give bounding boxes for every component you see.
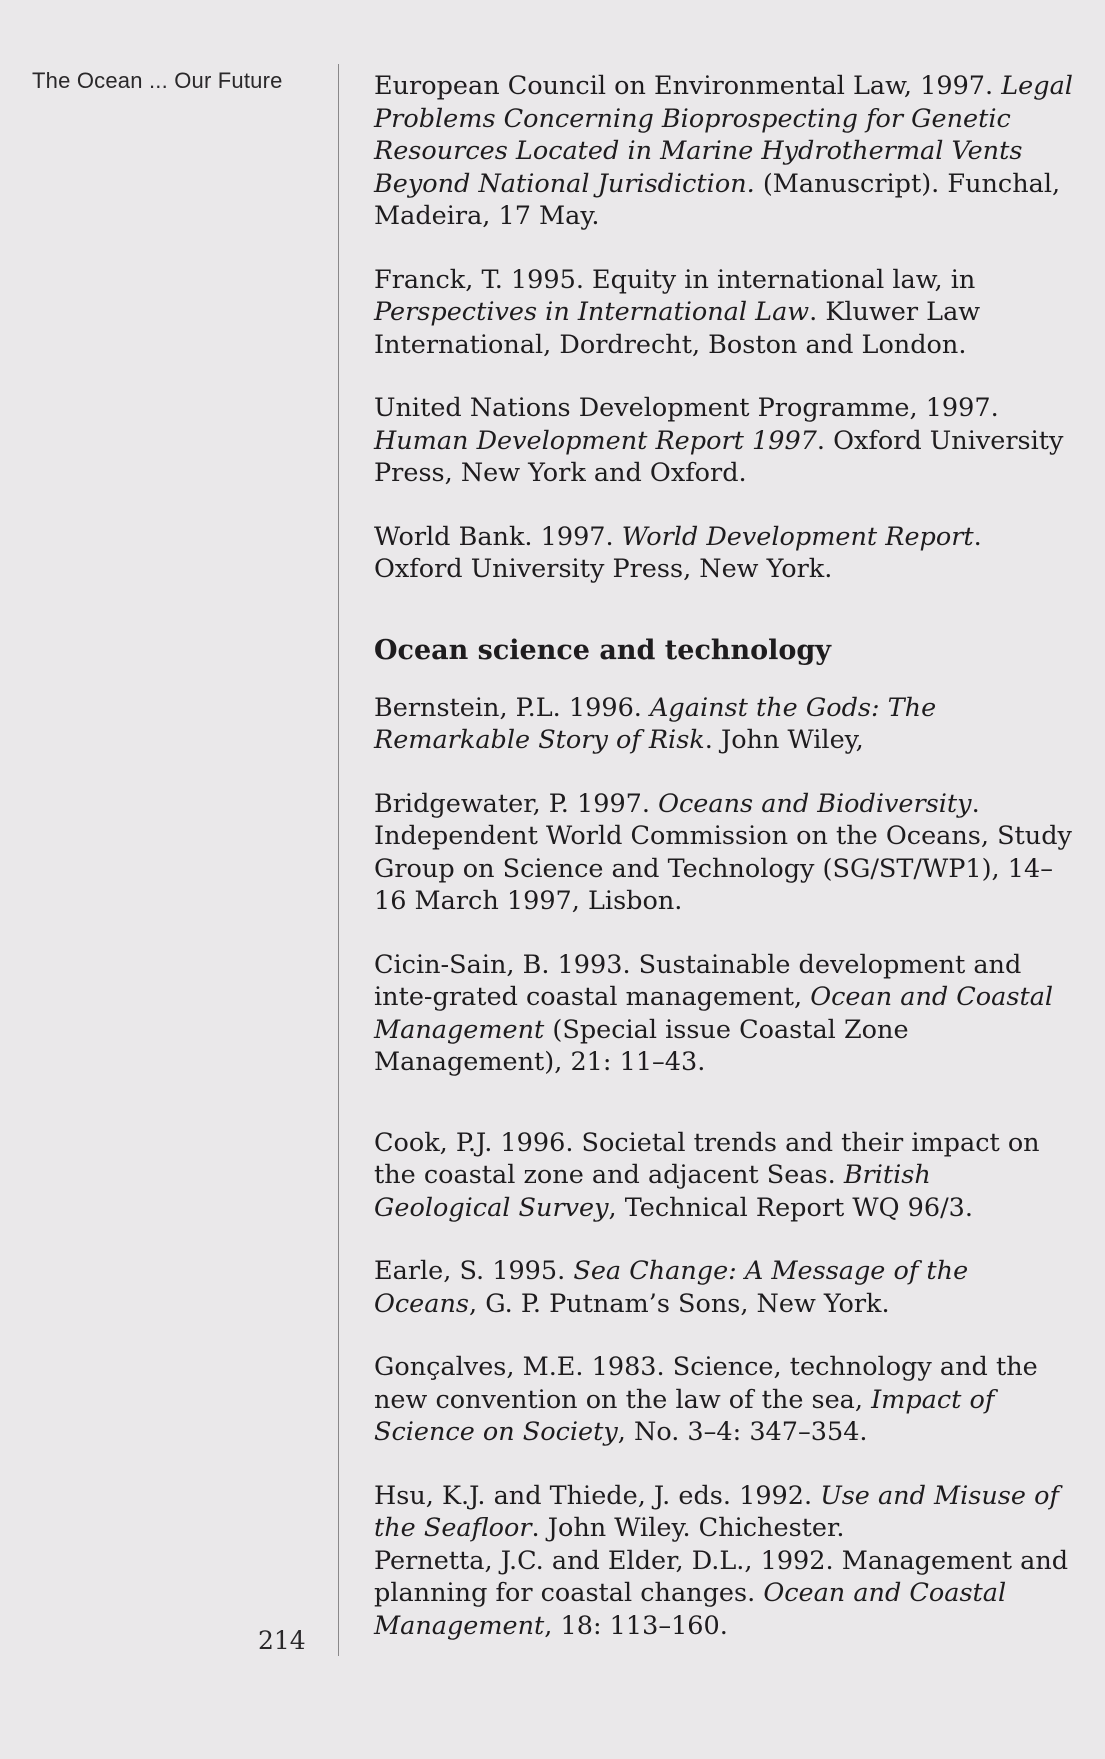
reference-authors: World Bank. 1997. [374, 521, 622, 552]
reference-authors: Hsu, K.J. and Thiede, J. eds. 1992. [374, 1480, 821, 1511]
reference-entry [374, 1127, 1074, 1225]
section-heading: Ocean science and technology [374, 634, 831, 666]
reference-authors: United Nations Development Programme, 1997. [374, 393, 999, 423]
reference-authors: Franck, T. 1995. Equity in international law, in [374, 264, 976, 295]
reference-title: Ocean and Coastal Management [374, 1578, 1007, 1641]
reference-details: (Manuscript). Funchal, Madeira, 17 May. [374, 168, 1061, 231]
reference-authors: Gonçalves, M.E. 1983. Science, technology and the new convention on the law of the sea, [374, 1352, 1038, 1415]
reference-title: Perspectives in International Law [374, 297, 810, 327]
reference-entry [374, 788, 1074, 918]
reference-title: Oceans and Biodiversity [658, 788, 972, 819]
reference-entry [374, 1255, 1074, 1320]
reference-title: Use and Misuse of the Seafloor [374, 1480, 1059, 1543]
reference-details: . Independent World Commission on the Oceans, Study Group on Science and Technology (SG/ST/WP1), 14–16 March 1997, Lisbon. [374, 788, 1072, 916]
reference-title: World Development Report [621, 521, 974, 552]
reference-details: (Special issue Coastal Zone Management), 21: 11–43. [374, 1014, 909, 1077]
column-divider [338, 64, 339, 1656]
reference-entry [374, 949, 1074, 1079]
reference-title: Legal Problems Concerning Bioprospecting for Genetic Resources Located in Marine Hydrothermal Vents Beyond National Jurisdiction. [374, 71, 1073, 199]
reference-title: Against the Gods: The Remarkable Story of Risk [374, 692, 937, 755]
reference-title: Impact of Science on Society [374, 1384, 995, 1447]
reference-details: , No. 3–4: 347–354. [617, 1417, 868, 1447]
reference-details: . Kluwer Law International, Dordrecht, Boston and London. [374, 297, 981, 360]
reference-list [374, 70, 1074, 1673]
reference-authors: Cicin-Sain, B. 1993. Sustainable development and inte-grated coastal management, [374, 949, 1022, 1012]
reference-details: . Oxford University Press, New York and Oxford. [374, 425, 1064, 488]
reference-authors: Bernstein, P.L. 1996. [374, 692, 651, 723]
page-number: 214 [258, 1626, 306, 1655]
reference-title: British Geological Survey [374, 1160, 931, 1223]
reference-entry [374, 1480, 1074, 1545]
reference-entry [374, 264, 1074, 362]
reference-entry [374, 70, 1074, 233]
references-general [374, 70, 1074, 586]
reference-authors: Bridgewater, P. 1997. [374, 788, 659, 819]
reference-entry [374, 1351, 1074, 1449]
reference-details: , 18: 113–160. [544, 1610, 728, 1641]
reference-entry [374, 1545, 1074, 1643]
reference-authors: Pernetta, J.C. and Elder, D.L., 1992. Management and planning for coastal changes. [374, 1545, 1069, 1608]
reference-entry [374, 692, 1074, 757]
reference-authors: European Council on Environmental Law, 1997. [374, 71, 1002, 101]
reference-title: Ocean and Coastal Management [374, 982, 1054, 1045]
reference-authors: Cook, P.J. 1996. Societal trends and their impact on the coastal zone and adjacent Seas. [374, 1127, 1040, 1190]
reference-details: . Oxford University Press, New York. [374, 521, 982, 584]
reference-title: Sea Change: A Message of the Oceans [374, 1256, 969, 1319]
reference-entry [374, 521, 1074, 586]
reference-details: . John Wiley. Chichester. [531, 1513, 845, 1543]
reference-details: , G. P. Putnam’s Sons, New York. [469, 1288, 890, 1319]
reference-details: . John Wiley, [704, 725, 864, 755]
reference-title: Human Development Report 1997 [374, 425, 817, 456]
running-head: The Ocean ... Our Future [32, 68, 283, 93]
reference-entry [374, 392, 1074, 490]
reference-authors: Earle, S. 1995. [374, 1256, 574, 1286]
reference-details: , Technical Report WQ 96/3. [608, 1192, 973, 1223]
references-ocean-science [374, 692, 1074, 1643]
